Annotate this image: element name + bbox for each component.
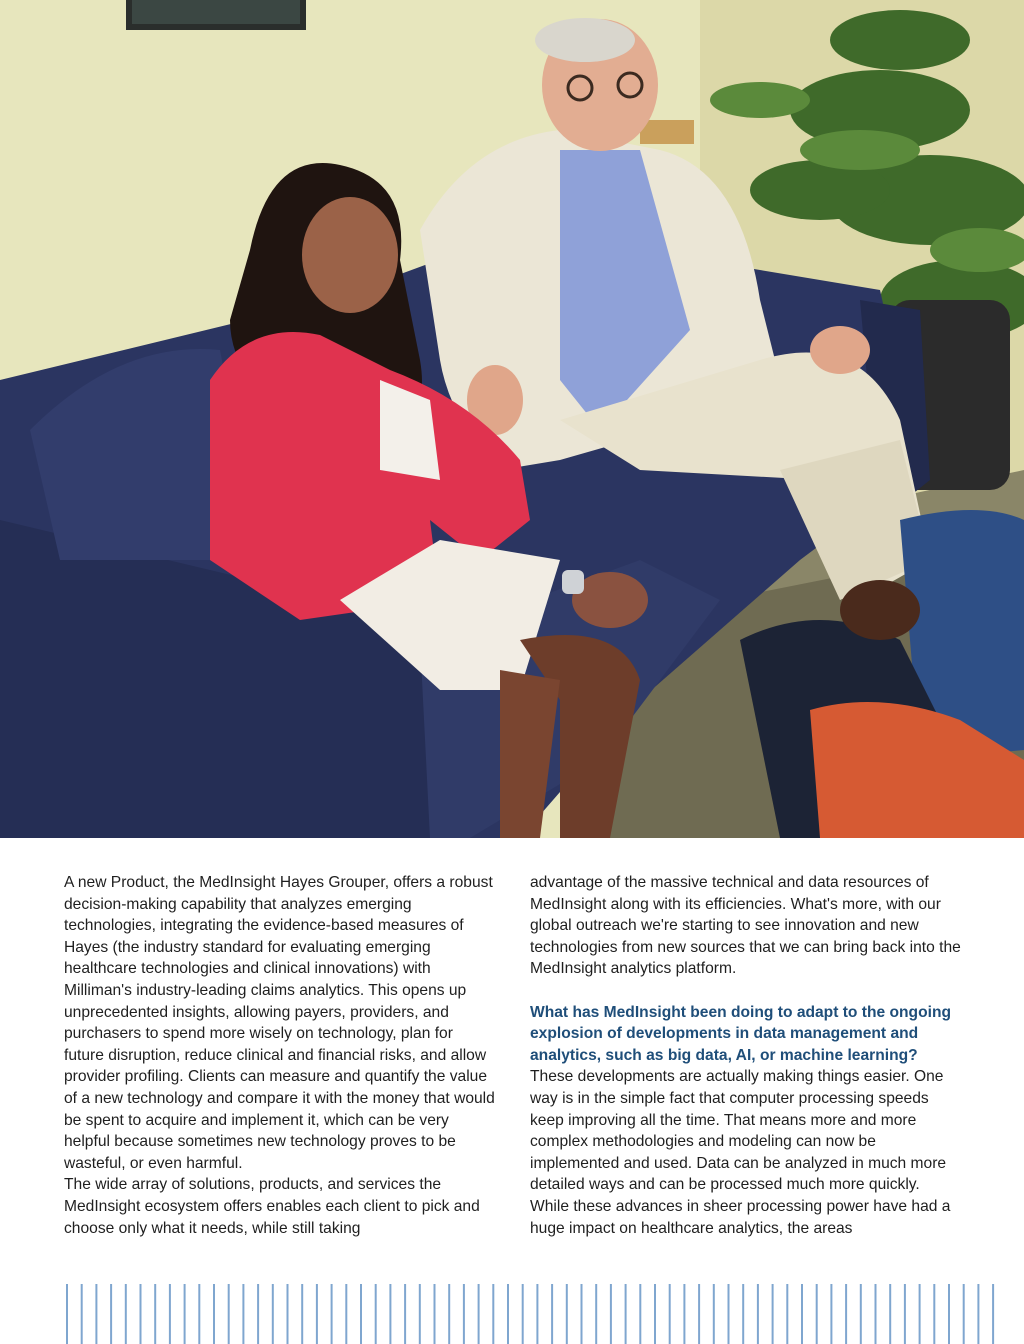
stripe <box>448 1284 450 1344</box>
stripe <box>742 1284 744 1344</box>
stripe <box>919 1284 921 1344</box>
stripe <box>154 1284 156 1344</box>
stripe <box>169 1284 171 1344</box>
stripe <box>566 1284 568 1344</box>
stripe <box>345 1284 347 1344</box>
stripe <box>963 1284 965 1344</box>
stripe <box>889 1284 891 1344</box>
stripe <box>404 1284 406 1344</box>
stripe <box>728 1284 730 1344</box>
stripe <box>419 1284 421 1344</box>
stripe <box>698 1284 700 1344</box>
stripe <box>845 1284 847 1344</box>
stripe <box>375 1284 377 1344</box>
stripe <box>198 1284 200 1344</box>
stripe <box>522 1284 524 1344</box>
right-column <box>530 872 962 1239</box>
stripe <box>683 1284 685 1344</box>
stripe <box>66 1284 68 1344</box>
interview-answer: These developments are actually making things easier. One way is in the simple fact that computer processing speeds keep improving all the time. That means more and more complex methodologies and modeling can now be implemented and used. Data can be analyzed in much more detailed ways and can be processed much more quickly. While these advances in sheer processing power have had a huge impact on healthcare analytics, the areas <box>530 1068 951 1237</box>
stripe <box>316 1284 318 1344</box>
stripe <box>389 1284 391 1344</box>
stripe <box>933 1284 935 1344</box>
stripe <box>977 1284 979 1344</box>
stripe <box>95 1284 97 1344</box>
stripe <box>492 1284 494 1344</box>
interview-question: What has MedInsight been doing to adapt to the ongoing explosion of developments in data management and analytics, such as big data, AI, or machine learning? <box>530 1003 951 1064</box>
stripe <box>816 1284 818 1344</box>
stripe <box>301 1284 303 1344</box>
stripe <box>860 1284 862 1344</box>
stripe <box>507 1284 509 1344</box>
paragraph: The wide array of solutions, products, and services the MedInsight ecosystem offers enables each client to pick and choose only what it needs, while still taking <box>64 1176 480 1237</box>
stripe <box>669 1284 671 1344</box>
stripe <box>242 1284 244 1344</box>
stripe <box>610 1284 612 1344</box>
stripe <box>331 1284 333 1344</box>
stripe <box>713 1284 715 1344</box>
stripe <box>287 1284 289 1344</box>
stripe <box>434 1284 436 1344</box>
stripe <box>478 1284 480 1344</box>
stripe <box>81 1284 83 1344</box>
stripe <box>257 1284 259 1344</box>
stripe <box>786 1284 788 1344</box>
stripe <box>228 1284 230 1344</box>
stripe <box>801 1284 803 1344</box>
stripe <box>757 1284 759 1344</box>
stripe <box>904 1284 906 1344</box>
stripe <box>992 1284 994 1344</box>
stripe <box>551 1284 553 1344</box>
footer-stripe-pattern <box>64 1284 1024 1344</box>
stripe <box>463 1284 465 1344</box>
stripe <box>625 1284 627 1344</box>
stripe <box>213 1284 215 1344</box>
stripe <box>581 1284 583 1344</box>
stripe <box>654 1284 656 1344</box>
stripe <box>184 1284 186 1344</box>
stripe <box>772 1284 774 1344</box>
stripe <box>272 1284 274 1344</box>
stripe <box>639 1284 641 1344</box>
stripe <box>125 1284 127 1344</box>
paragraph: A new Product, the MedInsight Hayes Grouper, offers a robust decision-making capability that analyzes emerging technologies, integrating the evidence-based measures of Hayes (the industry standard for evaluating emerging healthcare technologies and clinical innovations) with Milliman's industry-leading claims analytics. This opens up unprecedented insights, allowing payers, providers, and purchasers to spend more wisely on technology, plan for future disruption, reduce clinical and financial risks, and allow provider profiling. Clients can measure and quantify the value of a new technology and compare it with the money that would be spent to acquire and implement it, which can be very helpful because sometimes new technology proves to be wasteful, or even harmful. <box>64 874 495 1172</box>
stripe <box>830 1284 832 1344</box>
paragraph-gap <box>530 980 962 1002</box>
stripe <box>360 1284 362 1344</box>
stripe <box>140 1284 142 1344</box>
paragraph: advantage of the massive technical and data resources of MedInsight along with its efficiencies. What's more, with our global outreach we're starting to see innovation and new technologies from new sources that we can bring back into the MedInsight analytics platform. <box>530 874 961 978</box>
stripe <box>595 1284 597 1344</box>
stripe <box>110 1284 112 1344</box>
stripe <box>875 1284 877 1344</box>
stripe <box>948 1284 950 1344</box>
stripe <box>536 1284 538 1344</box>
left-column <box>64 872 496 1239</box>
